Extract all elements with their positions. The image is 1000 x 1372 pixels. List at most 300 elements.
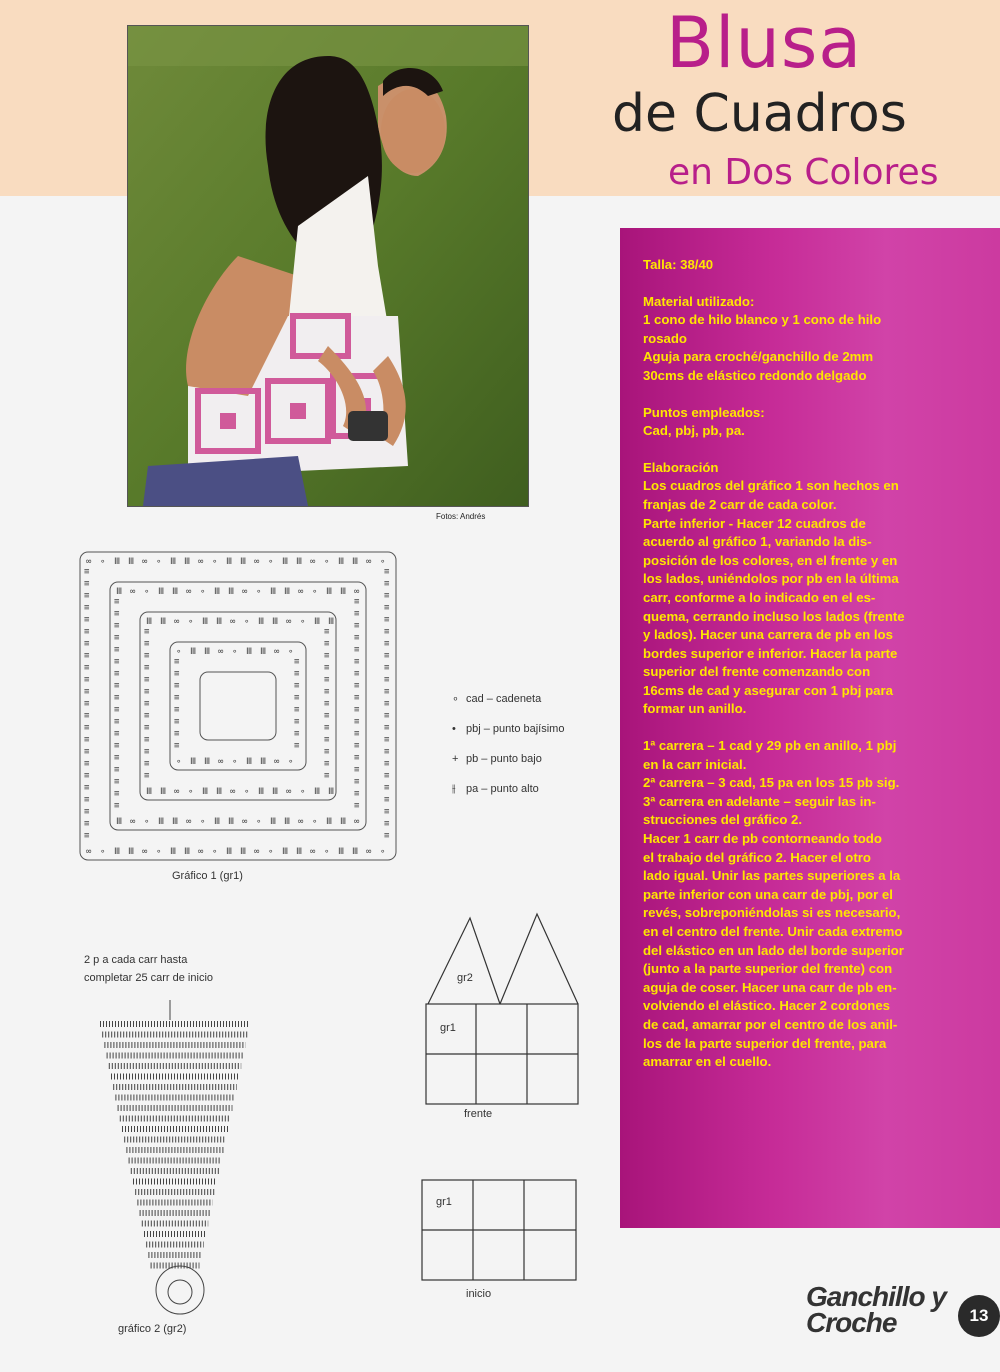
stitches-heading: Puntos empleados: — [643, 404, 765, 420]
stitch-mark: ∞ — [354, 817, 360, 827]
stitch-mark: ∞ — [86, 847, 92, 857]
stitch-mark: Ⅲ — [116, 817, 123, 827]
chart1-round — [140, 612, 336, 800]
stitch-mark: ≡ — [354, 633, 360, 643]
chart1-caption: Gráfico 1 (gr1) — [172, 870, 243, 882]
stitch-mark: Ⅲ — [114, 557, 121, 567]
stitch-mark: ≡ — [84, 783, 90, 793]
stitch-mark: ≡ — [144, 771, 150, 781]
stitch-mark: ≡ — [144, 627, 150, 637]
legend-label: cad – cadeneta — [466, 693, 542, 705]
stitch-mark: ≡ — [384, 567, 390, 577]
stitch-mark: ∞ — [218, 757, 224, 767]
rows-line: lado igual. Unir las partes superiores a la — [643, 868, 901, 884]
stitch-mark: Ⅲ — [284, 817, 291, 827]
stitch-mark: ∘ — [212, 557, 218, 567]
rows-line: del elástico en un lado del borde superior — [643, 942, 904, 958]
stitch-mark: ≡ — [384, 591, 390, 601]
stitch-mark: ≡ — [384, 783, 390, 793]
stitch-mark: Ⅲ — [214, 817, 221, 827]
instructions-text — [643, 256, 995, 1090]
materials-heading: Material utilizado: — [643, 293, 755, 309]
stitch-mark: ≡ — [144, 675, 150, 685]
chain-stitch-icon: ∘ — [452, 693, 459, 705]
photo-illustration — [128, 26, 528, 506]
stitch-mark: ≡ — [114, 717, 120, 727]
crochet-chart-1 — [66, 538, 410, 874]
stitch-mark: ∘ — [156, 847, 162, 857]
stitch-mark: ≡ — [174, 681, 180, 691]
stitch-mark: ≡ — [354, 681, 360, 691]
stitch-mark: Ⅲ — [170, 847, 177, 857]
stitch-mark: ∞ — [286, 617, 292, 627]
stitch-mark: ≡ — [114, 801, 120, 811]
stitch-mark: Ⅲ — [338, 847, 345, 857]
stitch-mark: ≡ — [144, 687, 150, 697]
stitch-mark: Ⅲ — [260, 757, 267, 767]
stitch-mark: ∞ — [130, 817, 136, 827]
stitch-mark: ∘ — [200, 587, 206, 597]
stitch-mark: ≡ — [114, 657, 120, 667]
stitch-mark: ≡ — [114, 777, 120, 787]
stitch-mark: ≡ — [294, 705, 300, 715]
stitch-mark: ≡ — [324, 639, 330, 649]
stitch-mark: Ⅲ — [260, 647, 267, 657]
rows-line: parte inferior con una carr de pbj, por el — [643, 886, 893, 902]
stitch-mark: ≡ — [384, 639, 390, 649]
page-number: 13 — [958, 1295, 1000, 1337]
stitch-mark: ∞ — [242, 587, 248, 597]
stitch-mark: ≡ — [84, 627, 90, 637]
stitch-mark: ≡ — [384, 651, 390, 661]
legend-item — [452, 714, 564, 744]
stitch-mark: ∘ — [244, 617, 250, 627]
stitch-mark: ∞ — [354, 587, 360, 597]
stitch-mark: ≡ — [354, 609, 360, 619]
stitch-mark: ≡ — [144, 759, 150, 769]
stitch-mark: ∞ — [310, 847, 316, 857]
stitch-mark: ∞ — [366, 847, 372, 857]
stitch-mark: ∘ — [176, 647, 182, 657]
rows-line: de cad, amarrar por el centro de los anil- — [643, 1016, 898, 1032]
materials-line: 1 cono de hilo blanco y 1 cono de hilo — [643, 312, 882, 328]
gr1-label-start: gr1 — [436, 1196, 452, 1208]
stitch-mark: Ⅲ — [328, 617, 335, 627]
stitch-mark: ≡ — [324, 747, 330, 757]
legend-label: pa – punto alto — [466, 783, 539, 795]
stitch-mark: ≡ — [354, 621, 360, 631]
stitch-mark: ≡ — [384, 579, 390, 589]
photo-credit: Fotos: Andrés — [436, 512, 486, 521]
stitch-legend — [452, 684, 564, 804]
chart1-round — [200, 672, 276, 740]
rows-line: volviendo el elástico. Hacer 2 cordones — [643, 998, 890, 1014]
stitch-mark: Ⅲ — [202, 617, 209, 627]
stitch-mark: ≡ — [174, 657, 180, 667]
stitch-mark: ≡ — [384, 663, 390, 673]
stitch-mark: ≡ — [384, 795, 390, 805]
logo-line2: Croche — [806, 1307, 897, 1338]
stitch-mark: Ⅲ — [296, 557, 303, 567]
stitch-mark: ≡ — [384, 771, 390, 781]
stitch-mark: ∘ — [324, 557, 330, 567]
rows-line: (junto a la parte superior del frente) con — [643, 961, 893, 977]
stitch-mark: ∘ — [100, 847, 106, 857]
stitch-mark: ≡ — [384, 747, 390, 757]
stitch-mark: Ⅲ — [172, 587, 179, 597]
stitch-mark: ∘ — [256, 817, 262, 827]
stitch-mark: ∘ — [232, 757, 238, 767]
stitch-mark: ≡ — [174, 717, 180, 727]
stitch-mark: ≡ — [144, 699, 150, 709]
stitch-mark: Ⅲ — [270, 817, 277, 827]
gr1-label-front: gr1 — [440, 1022, 456, 1034]
legend-label: pbj – punto bajísimo — [466, 723, 565, 735]
rows-line: 3ª carrera en adelante – seguir las in- — [643, 793, 876, 809]
stitch-mark: Ⅲ — [214, 587, 221, 597]
stitch-mark: ∘ — [256, 587, 262, 597]
rows-line: strucciones del gráfico 2. — [643, 812, 803, 828]
stitch-mark: Ⅲ — [128, 847, 135, 857]
stitch-mark: ∘ — [324, 847, 330, 857]
stitch-mark: ≡ — [114, 789, 120, 799]
stitch-mark: ≡ — [114, 621, 120, 631]
stitch-mark: ≡ — [354, 657, 360, 667]
stitch-mark: Ⅲ — [226, 847, 233, 857]
stitch-mark: ≡ — [84, 759, 90, 769]
stitch-mark: ∘ — [244, 787, 250, 797]
stitch-mark: ≡ — [84, 687, 90, 697]
stitch-mark: ≡ — [84, 651, 90, 661]
legend-item — [452, 744, 564, 774]
stitch-mark: ≡ — [114, 765, 120, 775]
stitch-mark: ≡ — [114, 729, 120, 739]
elaboration-line: Parte inferior - Hacer 12 cuadros de — [643, 515, 866, 531]
stitch-mark: ≡ — [114, 705, 120, 715]
stitch-mark: ≡ — [384, 807, 390, 817]
model-photo — [127, 25, 529, 507]
stitch-mark: ∞ — [130, 587, 136, 597]
stitch-mark: Ⅲ — [314, 617, 321, 627]
stitch-mark: ≡ — [324, 675, 330, 685]
title-sub2: en Dos Colores — [668, 152, 939, 193]
elaboration-line: y lados). Hacer una carrera de pb en los — [643, 627, 893, 643]
stitch-mark: ∞ — [230, 617, 236, 627]
stitch-mark: ∞ — [242, 817, 248, 827]
stitch-mark: ≡ — [354, 777, 360, 787]
stitch-mark: ≡ — [84, 735, 90, 745]
stitch-mark: ≡ — [84, 591, 90, 601]
stitch-mark: ≡ — [384, 627, 390, 637]
materials-block — [643, 293, 995, 386]
stitch-mark: Ⅲ — [338, 557, 345, 567]
stitch-mark: ≡ — [324, 699, 330, 709]
stitch-mark: Ⅲ — [284, 587, 291, 597]
stitch-mark: ≡ — [114, 741, 120, 751]
elaboration-line: posición de los colores, en el frente y en — [643, 552, 898, 568]
stitch-mark: ≡ — [84, 795, 90, 805]
stitch-mark: ≡ — [294, 681, 300, 691]
stitch-mark: ≡ — [114, 633, 120, 643]
stitch-mark: Ⅲ — [228, 587, 235, 597]
stitch-mark: Ⅲ — [190, 647, 197, 657]
stitch-mark: ∘ — [200, 817, 206, 827]
stitch-mark: Ⅲ — [258, 617, 265, 627]
stitch-mark: ≡ — [324, 759, 330, 769]
stitch-mark: ∞ — [198, 847, 204, 857]
stitch-mark: Ⅲ — [340, 817, 347, 827]
stitch-mark: ≡ — [114, 693, 120, 703]
stitch-mark: ≡ — [324, 735, 330, 745]
stitch-mark: ≡ — [114, 597, 120, 607]
stitch-mark: ≡ — [84, 831, 90, 841]
stitch-mark: ∘ — [268, 847, 274, 857]
stitch-mark: Ⅲ — [204, 757, 211, 767]
stitch-mark: ≡ — [384, 675, 390, 685]
slip-stitch-icon: • — [452, 723, 456, 735]
stitch-mark: ≡ — [354, 765, 360, 775]
stitch-mark: ≡ — [384, 711, 390, 721]
stitch-mark: ∘ — [380, 847, 386, 857]
stitch-mark: Ⅲ — [184, 557, 191, 567]
stitch-mark: ≡ — [324, 663, 330, 673]
stitch-mark: ∞ — [286, 787, 292, 797]
stitch-mark: Ⅲ — [270, 587, 277, 597]
rows-line: en el centro del frente. Unir cada extremo — [643, 924, 903, 939]
stitch-mark: ∞ — [186, 817, 192, 827]
stitch-mark: ≡ — [114, 645, 120, 655]
stitch-mark: ≡ — [84, 771, 90, 781]
rows-line: revés, sobreponiéndolas si es necesario, — [643, 905, 901, 921]
stitch-mark: Ⅲ — [282, 557, 289, 567]
stitch-mark: Ⅲ — [216, 617, 223, 627]
stitch-mark: ∘ — [156, 557, 162, 567]
stitch-mark: ∘ — [288, 647, 294, 657]
stitch-mark: ≡ — [84, 699, 90, 709]
stitch-mark: Ⅲ — [160, 787, 167, 797]
stitch-mark: ≡ — [354, 645, 360, 655]
stitch-mark: ∞ — [254, 847, 260, 857]
elaboration-heading: Elaboración — [643, 459, 719, 475]
stitch-mark: ≡ — [84, 615, 90, 625]
elaboration-line: formar un anillo. — [643, 701, 747, 717]
rows-line: Hacer 1 carr de pb contorneando todo — [643, 831, 882, 847]
stitch-mark: ∘ — [188, 787, 194, 797]
logo-line1: Ganchillo y — [806, 1281, 946, 1312]
stitch-mark: ≡ — [144, 639, 150, 649]
gr2-label: gr2 — [457, 972, 473, 984]
stitch-mark: Ⅲ — [326, 817, 333, 827]
stitch-mark: ≡ — [84, 747, 90, 757]
chart2-caption: gráfico 2 (gr2) — [118, 1323, 187, 1335]
elaboration-line: bordes superior e inferior. Hacer la parte — [643, 645, 898, 661]
stitch-mark: ≡ — [354, 669, 360, 679]
stitch-mark: ∘ — [144, 587, 150, 597]
stitch-mark: ≡ — [354, 801, 360, 811]
stitch-mark: ≡ — [354, 717, 360, 727]
stitch-mark: ≡ — [174, 705, 180, 715]
stitch-mark: ≡ — [354, 741, 360, 751]
stitch-mark: ≡ — [144, 711, 150, 721]
stitches-block — [643, 404, 995, 441]
stitch-mark: ≡ — [174, 693, 180, 703]
stitch-mark: ≡ — [384, 819, 390, 829]
rows-line: 1ª carrera – 1 cad y 29 pb en anillo, 1 pbj — [643, 738, 897, 754]
title-sub: de Cuadros — [612, 84, 907, 144]
stitch-mark: ≡ — [324, 651, 330, 661]
single-crochet-icon: + — [452, 753, 459, 765]
stitch-mark: ∞ — [142, 847, 148, 857]
stitch-mark: ∘ — [212, 847, 218, 857]
stitch-mark: Ⅲ — [172, 817, 179, 827]
stitch-mark: Ⅲ — [240, 847, 247, 857]
stitch-mark: Ⅲ — [258, 787, 265, 797]
stitch-mark: Ⅲ — [160, 617, 167, 627]
stitch-mark: ∘ — [312, 817, 318, 827]
stitch-mark: ∘ — [380, 557, 386, 567]
stitch-mark: ∘ — [188, 617, 194, 627]
stitch-mark: ∞ — [218, 647, 224, 657]
chart2-note-line1: 2 p a cada carr hasta — [84, 954, 188, 966]
stitch-mark: ≡ — [354, 729, 360, 739]
chart1-round — [170, 642, 306, 770]
legend-item — [452, 684, 564, 714]
elaboration-line: 16cms de cad y asegurar con 1 pbj para — [643, 682, 893, 698]
elaboration-line: franjas de 2 carr de cada color. — [643, 496, 837, 512]
stitch-mark: ≡ — [354, 789, 360, 799]
stitch-mark: Ⅲ — [328, 787, 335, 797]
chart2-note-line2: completar 25 carr de inicio — [84, 972, 214, 984]
stitch-mark: ≡ — [84, 579, 90, 589]
stitch-mark: ∞ — [186, 587, 192, 597]
stitch-mark: Ⅲ — [282, 847, 289, 857]
stitch-mark: Ⅲ — [352, 557, 359, 567]
stitch-mark: ∘ — [144, 817, 150, 827]
legend-label: pb – punto bajo — [466, 753, 542, 765]
stitch-mark: ∞ — [254, 557, 260, 567]
stitch-mark: ≡ — [144, 723, 150, 733]
stitch-mark: ∞ — [310, 557, 316, 567]
chart1-round — [80, 552, 396, 860]
stitch-mark: ≡ — [84, 819, 90, 829]
stitch-mark: ∞ — [86, 557, 92, 567]
rows-line: aguja de coser. Hacer una carr de pb en- — [643, 979, 897, 995]
stitch-mark: ∞ — [198, 557, 204, 567]
stitch-mark: ≡ — [84, 711, 90, 721]
stitch-mark: Ⅲ — [314, 787, 321, 797]
rows-line: los de la parte superior del frente, para — [643, 1035, 887, 1051]
elaboration-line: quema, cerrando incluso los lados (frente — [643, 608, 905, 624]
stitch-mark: ≡ — [324, 687, 330, 697]
stitch-mark: ≡ — [114, 681, 120, 691]
stitch-mark: Ⅲ — [184, 847, 191, 857]
stitch-mark: ≡ — [384, 759, 390, 769]
stitch-mark: Ⅲ — [116, 587, 123, 597]
stitch-mark: Ⅲ — [202, 787, 209, 797]
stitch-mark: ≡ — [84, 807, 90, 817]
stitch-mark: Ⅲ — [226, 557, 233, 567]
elaboration-line: carr, conforme a lo indicado en el es- — [643, 589, 876, 605]
stitch-mark: ∘ — [232, 647, 238, 657]
stitch-mark: ∞ — [230, 787, 236, 797]
stitch-mark: ≡ — [84, 639, 90, 649]
stitch-mark: ≡ — [384, 603, 390, 613]
materials-line: rosado — [643, 330, 687, 346]
stitch-mark: ≡ — [114, 753, 120, 763]
rows-line: el trabajo del gráfico 2. Hacer el otro — [643, 849, 871, 865]
crochet-chart-2 — [90, 1000, 260, 1325]
stitch-mark: Ⅲ — [246, 647, 253, 657]
stitch-mark: Ⅲ — [128, 557, 135, 567]
stitch-mark: ≡ — [294, 729, 300, 739]
elaboration-block — [643, 459, 995, 719]
stitch-mark: ∞ — [174, 787, 180, 797]
stitch-mark: ∘ — [300, 617, 306, 627]
legend-item — [452, 774, 564, 804]
stitch-mark: ≡ — [324, 711, 330, 721]
stitch-mark: Ⅲ — [352, 847, 359, 857]
stitch-mark: ≡ — [144, 747, 150, 757]
stitch-mark: ≡ — [324, 723, 330, 733]
stitch-mark: Ⅲ — [146, 787, 153, 797]
stitch-mark: ≡ — [384, 723, 390, 733]
stitch-mark: Ⅲ — [146, 617, 153, 627]
stitch-mark: Ⅲ — [326, 587, 333, 597]
stitch-mark: ≡ — [144, 663, 150, 673]
stitch-mark: ≡ — [294, 657, 300, 667]
elaboration-line: Los cuadros del gráfico 1 son hechos en — [643, 478, 899, 494]
stitch-mark: ≡ — [294, 741, 300, 751]
stitch-mark: ≡ — [84, 567, 90, 577]
stitch-mark: ≡ — [84, 675, 90, 685]
stitch-mark: ≡ — [294, 717, 300, 727]
stitch-mark: Ⅲ — [216, 787, 223, 797]
stitch-mark: ≡ — [144, 651, 150, 661]
stitch-mark: ≡ — [84, 603, 90, 613]
stitch-mark: ≡ — [354, 705, 360, 715]
stitch-mark: ∞ — [274, 647, 280, 657]
start-caption: inicio — [466, 1288, 492, 1300]
stitch-mark: Ⅲ — [340, 587, 347, 597]
stitch-mark: Ⅲ — [158, 817, 165, 827]
rows-block — [643, 737, 995, 1072]
title-main: Blusa — [666, 2, 863, 84]
stitch-mark: ∘ — [288, 757, 294, 767]
start-schematic — [420, 1178, 580, 1282]
stitch-mark: ∞ — [298, 587, 304, 597]
materials-line: Aguja para croché/ganchillo de 2mm — [643, 349, 874, 365]
stitches-line: Cad, pbj, pb, pa. — [643, 423, 745, 439]
stitch-mark: Ⅲ — [158, 587, 165, 597]
stitch-mark: ≡ — [114, 669, 120, 679]
rows-line: en la carr inicial. — [643, 756, 747, 772]
stitch-mark: Ⅲ — [296, 847, 303, 857]
front-caption: frente — [464, 1108, 493, 1120]
stitch-mark: ≡ — [84, 663, 90, 673]
stitch-mark: ≡ — [294, 669, 300, 679]
stitch-mark: ≡ — [294, 693, 300, 703]
elaboration-line: superior del frente comenzando con — [643, 664, 871, 680]
stitch-mark: Ⅲ — [246, 757, 253, 767]
stitch-mark: Ⅲ — [114, 847, 121, 857]
stitch-mark: Ⅲ — [240, 557, 247, 567]
stitch-mark: Ⅲ — [204, 647, 211, 657]
stitch-mark: ≡ — [384, 831, 390, 841]
stitch-mark: ∘ — [100, 557, 106, 567]
stitch-mark: ≡ — [174, 741, 180, 751]
rows-line: 2ª carrera – 3 cad, 15 pa en los 15 pb sig. — [643, 775, 900, 791]
stitch-mark: ∘ — [300, 787, 306, 797]
